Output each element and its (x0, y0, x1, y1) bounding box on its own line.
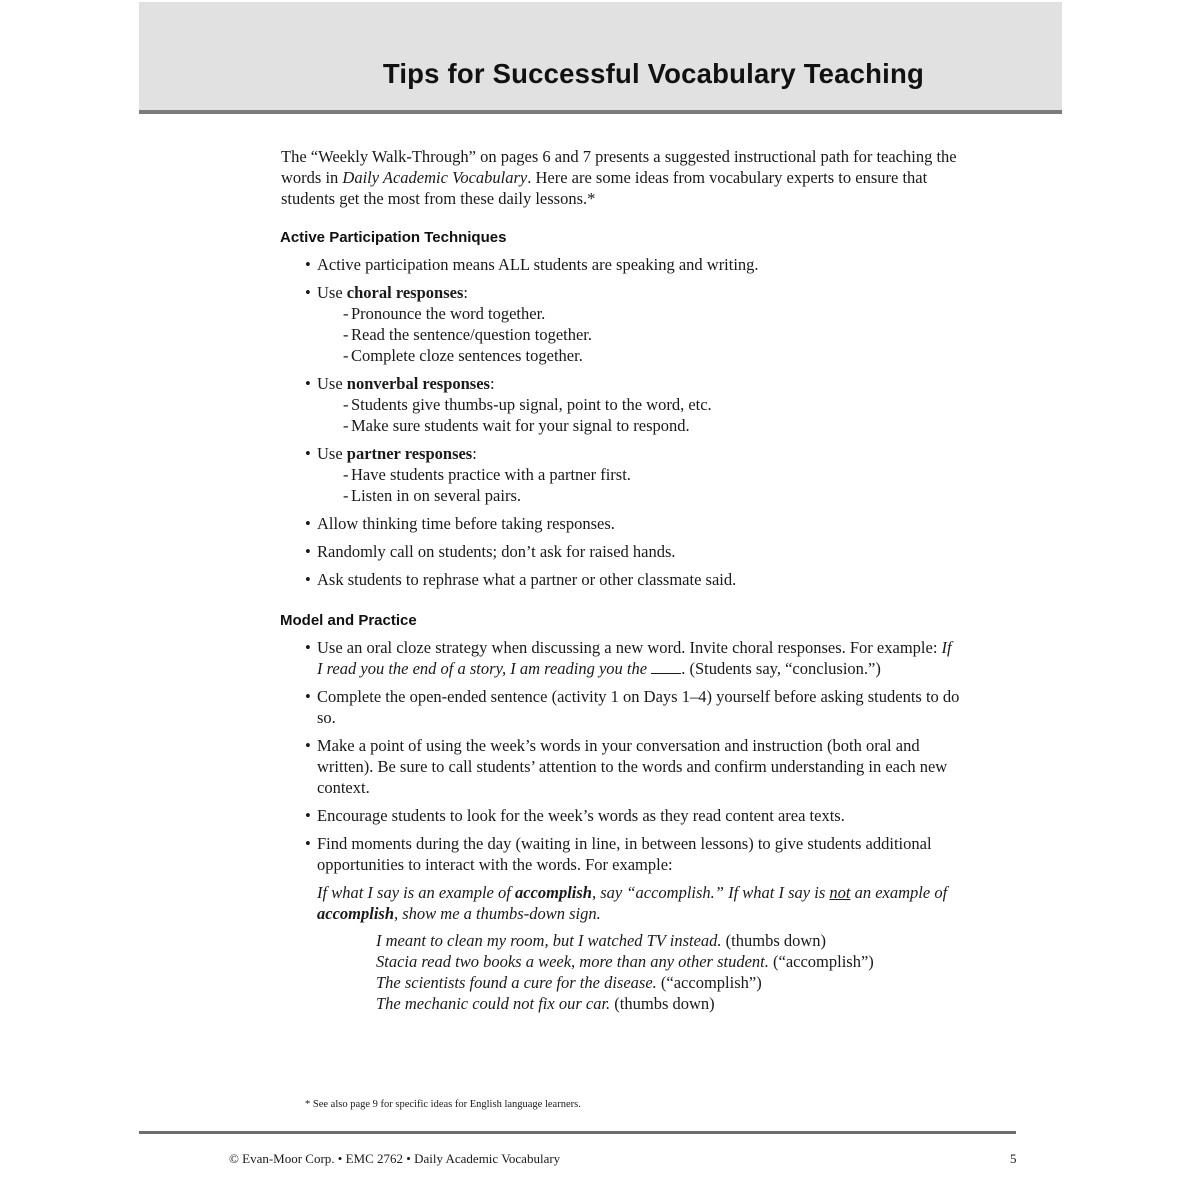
sub-list-item: - Complete cloze sentences together. (317, 345, 961, 366)
sub-list-item: - Listen in on several pairs. (317, 485, 961, 506)
cloze-blank (651, 661, 681, 674)
book-title: Daily Academic Vocabulary (342, 168, 528, 187)
footer-copyright: © Evan-Moor Corp. • EMC 2762 • Daily Academic Vocabulary (229, 1151, 561, 1166)
section-heading-active-participation: Active Participation Techniques (280, 229, 507, 246)
intro-paragraph: The “Weekly Walk-Through” on pages 6 and 7 presents a suggested instructional path for teaching the words in Daily Academic Vocabulary. Here are some ideas from vocabulary experts to ensure that students get the most from these daily lessons.* (281, 147, 957, 208)
list-item: • Use choral responses: - Pronounce the word together. - Read the sentence/question together. - Complete cloze sentences together. (281, 282, 961, 366)
page-number: 5 (1010, 1151, 1017, 1166)
active-participation-list (281, 254, 961, 590)
list-item: • Complete the open-ended sentence (activity 1 on Days 1–4) yourself before asking students to do so. (281, 686, 961, 728)
sub-list (317, 394, 961, 436)
example-line: Stacia read two books a week, more than any other student. (“accomplish”) (376, 952, 874, 971)
example-line: I meant to clean my room, but I watched TV instead. (thumbs down) (376, 931, 827, 950)
sub-list (317, 303, 961, 366)
list-item: • Find moments during the day (waiting in line, in between lessons) to give students additional opportunities to interact with the words. For example: (281, 833, 961, 875)
sub-list-item: - Students give thumbs-up signal, point to the word, etc. (317, 394, 961, 415)
footer-rule (139, 1131, 1016, 1134)
page-title: Tips for Successful Vocabulary Teaching (382, 58, 924, 89)
list-item: • Use partner responses: - Have students practice with a partner first. - Listen in on several pairs. (281, 443, 961, 506)
sub-list-item: - Read the sentence/question together. (317, 324, 961, 345)
footnote: * See also page 9 for specific ideas for English language learners. (305, 1099, 581, 1110)
main-content (281, 146, 961, 1014)
list-item: • Use nonverbal responses: - Students give thumbs-up signal, point to the word, etc. - Make sure students wait for your signal to respond. (281, 373, 961, 436)
list-item: • Ask students to rephrase what a partner or other classmate said. (281, 569, 961, 590)
example-line: The scientists found a cure for the disease. (“accomplish”) (376, 973, 762, 992)
model-practice-list (281, 637, 961, 875)
list-item: • Make a point of using the week’s words in your conversation and instruction (both oral and written). Be sure to call students’ attention to the words and confirm understanding in each new context. (281, 735, 961, 798)
section-model-practice (281, 610, 961, 1014)
list-item: • Randomly call on students; don’t ask for raised hands. (281, 541, 961, 562)
example-sentences (376, 930, 961, 1014)
example-line: The mechanic could not fix our car. (thumbs down) (376, 994, 715, 1013)
sub-list-item: - Have students practice with a partner first. (317, 464, 961, 485)
example-prompt: If what I say is an example of accomplish, say “accomplish.” If what I say is not an example of accomplish, show me a thumbs-down sign. (317, 883, 948, 923)
sub-list (317, 464, 961, 506)
list-item: • Allow thinking time before taking responses. (281, 513, 961, 534)
list-item: • Use an oral cloze strategy when discussing a new word. Invite choral responses. For example: If I read you the end of a story, I am reading you the . (Students say, “conclusion.”) (281, 637, 961, 679)
list-item: • Active participation means ALL students are speaking and writing. (281, 254, 961, 275)
sub-list-item: - Pronounce the word together. (317, 303, 961, 324)
section-heading-model-practice: Model and Practice (280, 612, 417, 629)
sub-list-item: - Make sure students wait for your signal to respond. (317, 415, 961, 436)
list-item: • Encourage students to look for the week’s words as they read content area texts. (281, 805, 961, 826)
